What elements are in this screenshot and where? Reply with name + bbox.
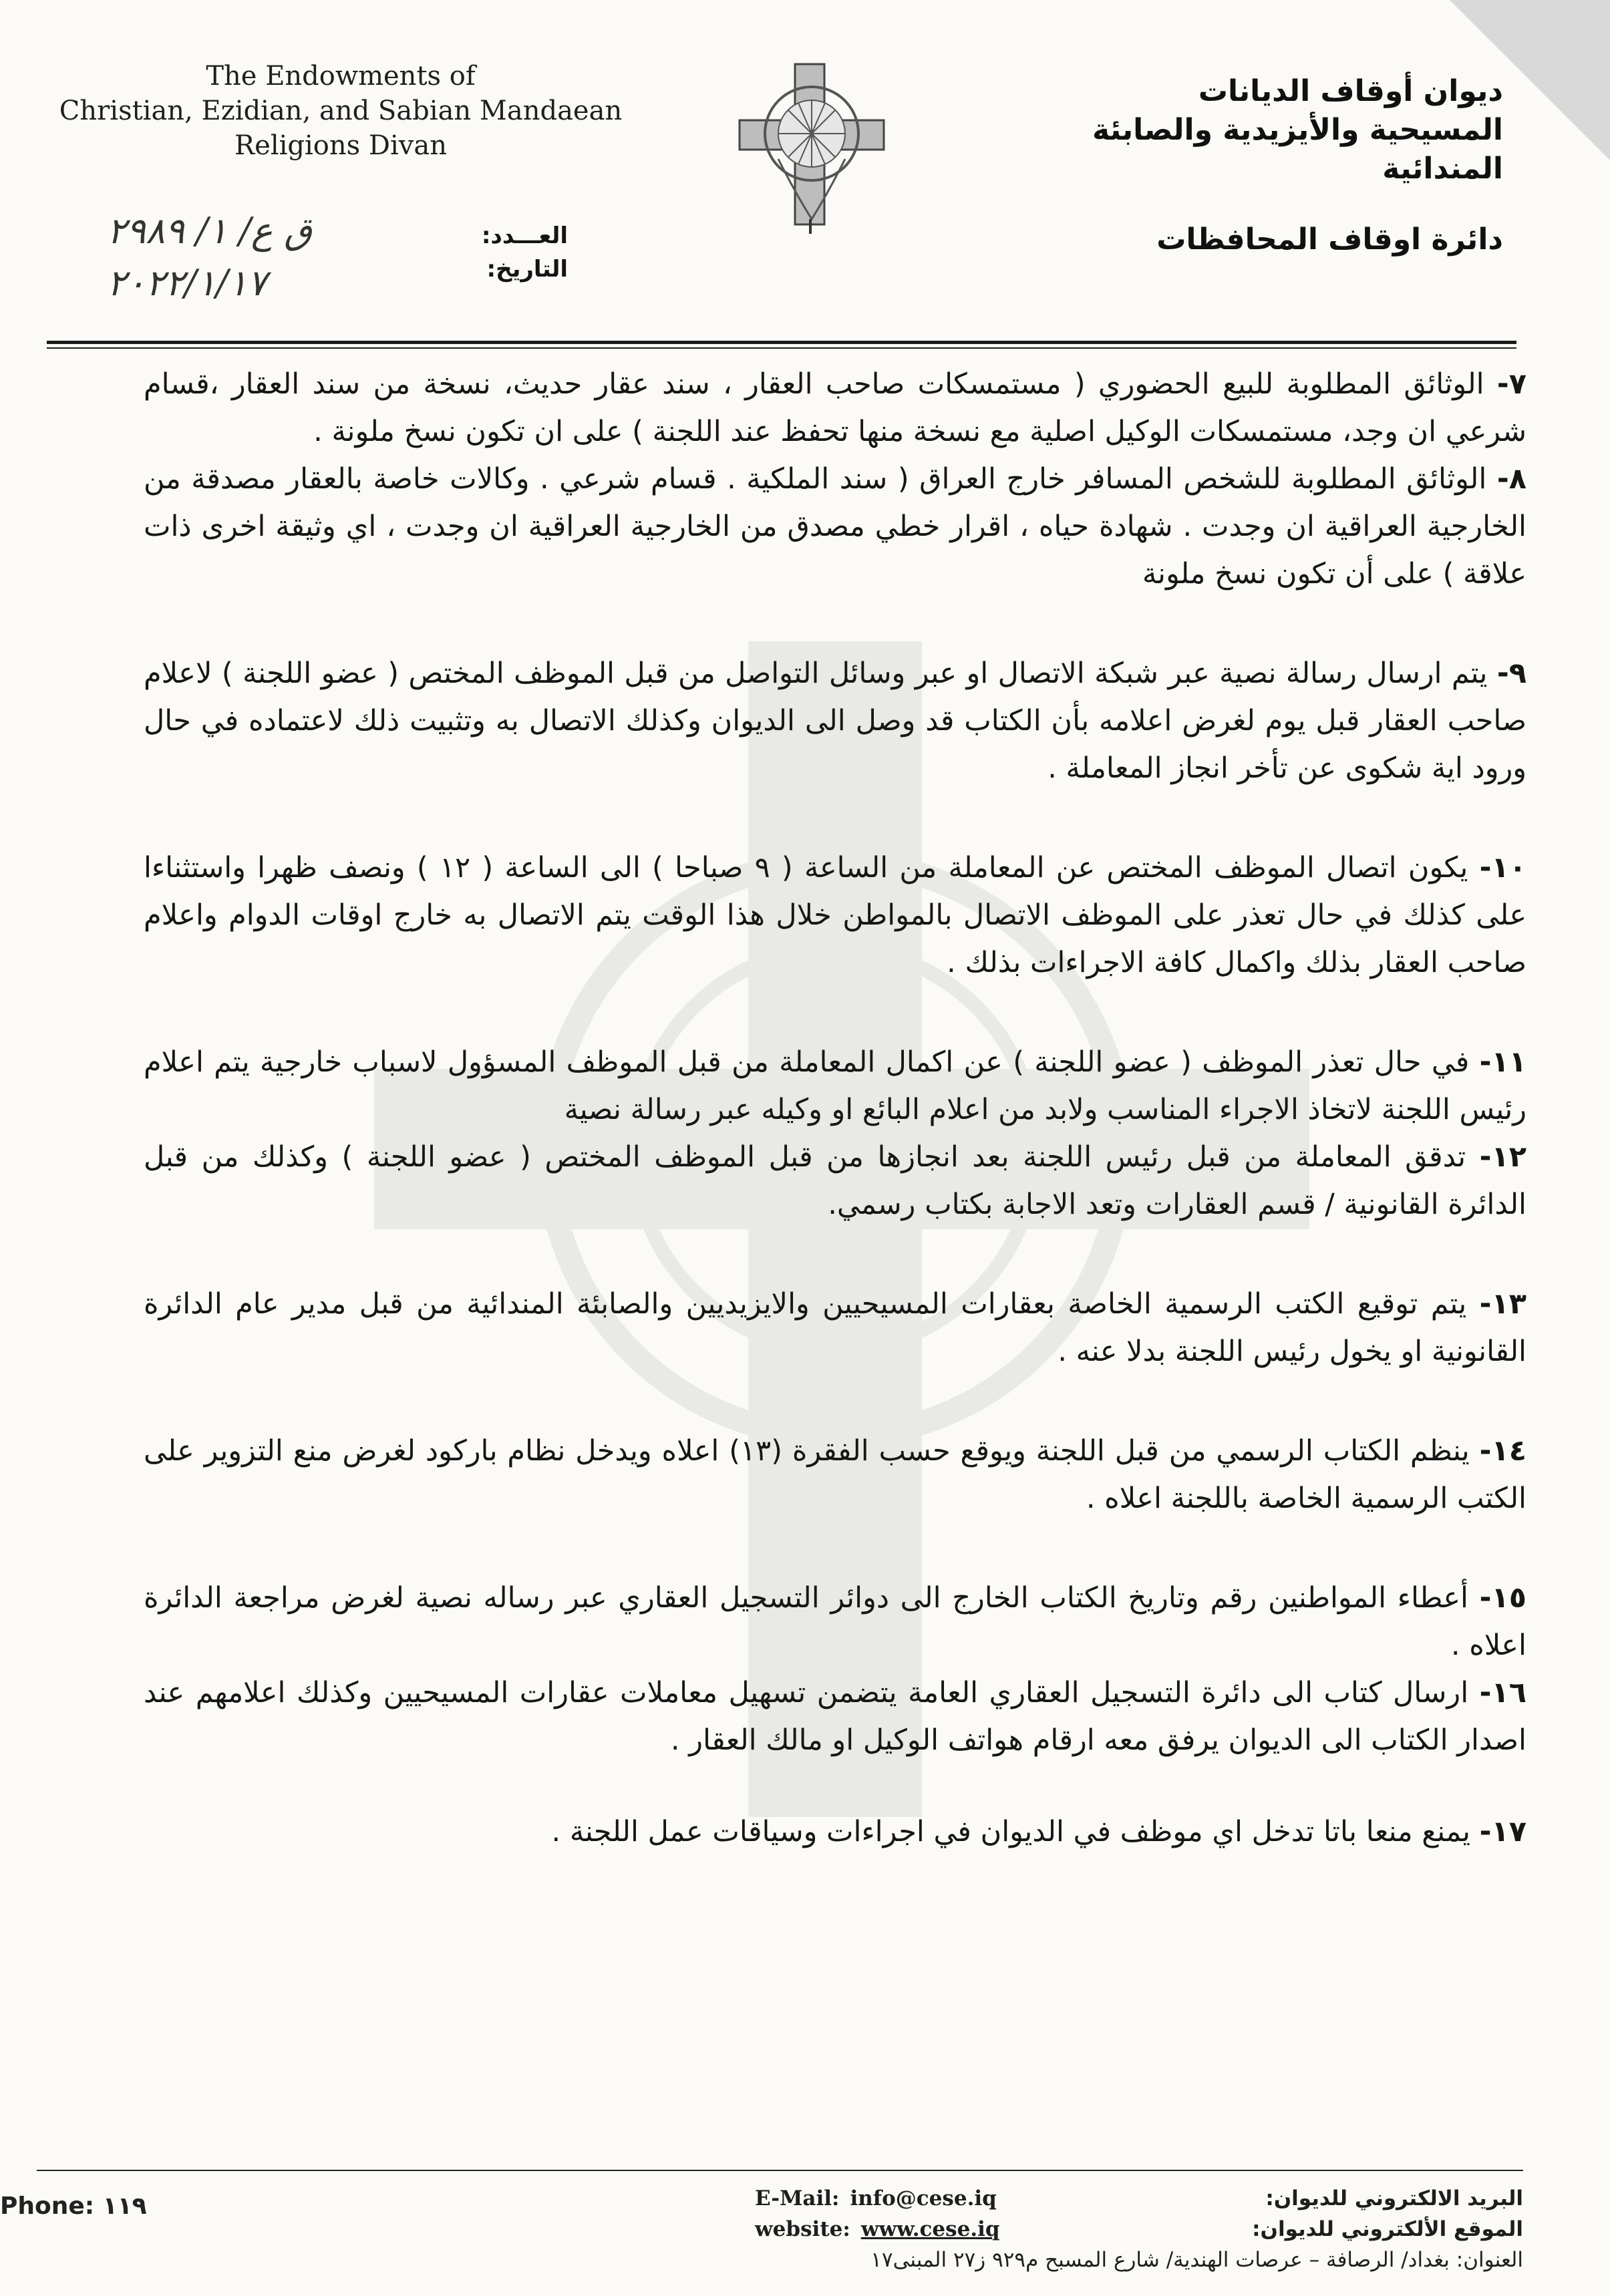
header-arabic — [1022, 72, 1503, 259]
header-english — [40, 59, 641, 163]
clause-15: ١٥- أعطاء المواطنين رقم وتاريخ الكتاب الخارج الى دوائر التسجيل العقاري عبر رساله نصية لغرض مراجعة الدائرة اعلاه . — [144, 1581, 1526, 1662]
department-name: دائرة اوقاف المحافظات — [1156, 222, 1503, 257]
header-en-line: Christian, Ezidian, and Sabian Mandaean — [59, 96, 623, 126]
footer-email-row — [755, 2183, 1523, 2214]
clause-17: ١٧- يمنع منعا باتا تدخل اي موظف في الديوان في اجراءات وسياقات عمل اللجنة . — [551, 1815, 1526, 1848]
clause-10: ١٠- يكون اتصال الموظف المختص عن المعاملة من الساعة ( ٩ صباحا ) الى الساعة ( ١٢ ) ونصف ظهرا واستثناءا على كذلك في حال تعذر على الموظف الاتصال بالمواطن خلال هذا الوقت يتم الاتصال به خارج اوقات الدوام واعلام صاحب العقار بذلك واكمال كافة الاجراءات بذلك . — [144, 851, 1526, 979]
divan-emblem-icon — [732, 59, 892, 239]
header-rule — [47, 341, 1516, 344]
header-en-line: Religions Divan — [234, 130, 447, 161]
email-label-ar: البريد الالكتروني للديوان: — [1265, 2186, 1523, 2210]
header-en-line: The Endowments of — [206, 61, 476, 92]
footer-phone: Phone: ١١٩ — [0, 2192, 147, 2220]
header-ar-line: ديوان أوقاف الديانات — [1198, 74, 1503, 108]
clause-7: ٧- الوثائق المطلوبة للبيع الحضوري ( مستمسكات صاحب العقار ، سند عقار حديث، نسخة من سند العقار ،قسام شرعي ان وجد، مستمسكات الوكيل اصلية مع نسخة منها تحفظ عند اللجنة ) على ان تكون نسخ ملونة . — [144, 367, 1526, 448]
header-rule-thin — [47, 347, 1516, 349]
clause-13: ١٣- يتم توقيع الكتب الرسمية الخاصة بعقارات المسيحيين والايزيديين والصابئة المندائية من قبل مدير عام الدائرة القانونية او يخول رئيس اللجنة بدلا عنه . — [144, 1287, 1526, 1368]
clause-16: ١٦- ارسال كتاب الى دائرة التسجيل العقاري العامة يتضمن تسهيل معاملات عقارات المسيحيين وكذلك اعلامهم عند اصدار الكتاب الى الديوان يرفق معه ارقام هواتف الوكيل او مالك العقار . — [144, 1676, 1526, 1757]
clause-9: ٩- يتم ارسال رسالة نصية عبر شبكة الاتصال او عبر وسائل التواصل من قبل الموظف المختص ( عضو اللجنة ) لاعلام صاحب العقار قبل يوم لغرض اعلامه بأن الكتاب قد وصل الى الديوان وكذلك الاتصال به وتثبيت ذلك لاعتماده في حال ورود اية شكوى عن تأخر انجاز المعاملة . — [144, 657, 1526, 785]
email-label: E-Mail: — [755, 2186, 840, 2210]
footer-contact — [755, 2183, 1523, 2275]
clause-12: ١٢- تدقق المعاملة من قبل رئيس اللجنة بعد انجازها من قبل الموظف المختص ( عضو اللجنة ) وكذلك من قبل الدائرة القانونية / قسم العقارات وتعد الاجابة بكتاب رسمي. — [144, 1140, 1526, 1221]
website-label: website: — [755, 2217, 850, 2241]
reference-labels — [482, 219, 568, 286]
footer-address: العنوان: بغداد/ الرصافة – عرصات الهندية/ شارع المسبح م٩٢٩ ز٢٧ المبنى١٧ — [870, 2248, 1523, 2272]
website-link[interactable]: www.cese.iq — [860, 2217, 1000, 2241]
footer-rule — [37, 2170, 1523, 2171]
website-label-ar: الموقع الألكتروني للديوان: — [1252, 2217, 1523, 2241]
footer-website-row — [755, 2214, 1523, 2245]
reference-block — [100, 206, 568, 306]
header-ar-line: المسيحية والأيزيدية والصابئة المندائية — [1092, 113, 1503, 186]
ref-date-label: التاريخ: — [486, 256, 568, 283]
document-body — [144, 361, 1526, 1856]
clause-8: ٨- الوثائق المطلوبة للشخص المسافر خارج العراق ( سند الملكية . قسام شرعي . وكالات خاصة بالعقار مصدقة من الخارجية العراقية ان وجدت . شهادة حياه ، اقرار خطي مصدق من الخارجية العراقية ان وجدت ، اي وثيقة اخرى ذات علاقة ) على أن تكون نسخ ملونة — [144, 462, 1526, 591]
ref-number-label: العـــدد: — [481, 222, 568, 249]
clause-14: ١٤- ينظم الكتاب الرسمي من قبل اللجنة ويوقع حسب الفقرة (١٣) اعلاه ويدخل نظام باركود لغرض منع التزوير على الكتب الرسمية الخاصة باللجنة اعلاه . — [144, 1434, 1526, 1515]
clause-11: ١١- في حال تعذر الموظف ( عضو اللجنة ) عن اكمال المعاملة من قبل الموظف المسؤول لاسباب خارجية يتم اعلام رئيس اللجنة لاتخاذ الاجراء المناسب ولابد من اعلام البائع او وكيله عبر رسالة نصية — [144, 1045, 1526, 1126]
ref-date-handwritten: ٢٠٢٢/١/١٧ — [107, 262, 267, 304]
email-link[interactable]: info@cese.iq — [850, 2186, 997, 2210]
ref-number-handwritten: ق ع/ ١/ ٢٩٨٩ — [107, 210, 313, 252]
